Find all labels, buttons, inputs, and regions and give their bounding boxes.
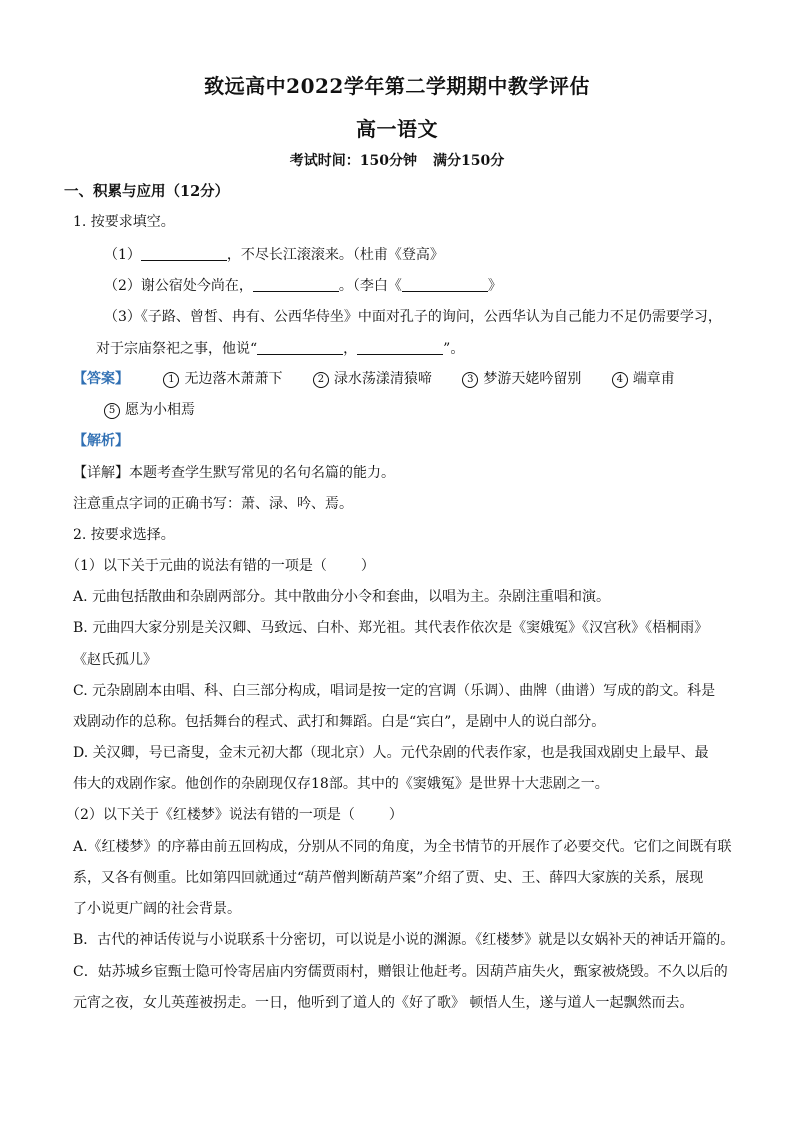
exam-title: 致远高中2022学年第二学期期中教学评估: [204, 74, 590, 98]
q2-sub1-option-c-line-2: 戏剧动作的总称。包括舞台的程式、武打和舞蹈。白是“宾白”，是剧中人的说白部分。: [73, 714, 606, 730]
q2-sub1-option-b-line-2: 《赵氏孤儿》: [73, 652, 157, 668]
exam-info: [0, 150, 794, 170]
full-score: 满分150分: [433, 153, 505, 169]
exam-time: 考试时间：150分钟: [289, 153, 417, 169]
q2-sub2-stem: （2）以下关于《红楼梦》说法有错的一项是（ ）: [66, 807, 403, 823]
analysis-tag: 【解析】: [73, 433, 129, 449]
q1-item-3-line-2: 对于宗庙祭祀之事，他说“ ， ”。: [96, 338, 464, 359]
answer-item: 4 端章甫: [612, 369, 675, 389]
q2-sub1-option-a: A. 元曲包括散曲和杂剧两部分。其中散曲分小令和套曲，以唱为主。杂剧注重唱和演。: [73, 589, 611, 605]
q2-sub2-option-a-line-3: 了小说更广阔的社会背景。: [73, 901, 241, 917]
answer-item: 5 愿为小相焉: [104, 400, 195, 420]
answer-tag: 【答案】: [73, 371, 129, 387]
q2-sub1-option-d-line-1: D. 关汉卿，号已斋叟，金末元初大都（现北京）人。元代杂剧的代表作家，也是我国戏剧史上最早、最: [73, 745, 709, 761]
answer-row-continued: [104, 400, 195, 420]
q1-item-3-line-1: （3）《子路、曾皙、冉有、公西华侍坐》中面对孔子的询问，公西华认为自己能力不足仍需要学习，: [104, 309, 722, 325]
section-heading: 一、积累与应用（12分）: [64, 183, 230, 200]
q2-sub2-option-b: B．古代的神话传说与小说联系十分密切，可以说是小说的渊源。《红楼梦》就是以女娲补天的神话开篇的。: [73, 932, 735, 948]
analysis-detail: 【详解】本题考查学生默写常见的名句名篇的能力。: [73, 465, 395, 481]
fill-blank: [257, 338, 343, 355]
subject-title: 高一语文: [356, 117, 438, 141]
q2-sub2-option-c-line-2: 元宵之夜，女儿英莲被拐走。一日，他听到了道人的《好了歌》 顿悟人生，遂与道人一起飘然而去。: [73, 995, 694, 1011]
q1-item-1: （1） ，不尽长江滚滚来。（杜甫《登高》: [104, 244, 444, 265]
q2-sub1-option-b-line-1: B. 元曲四大家分别是关汉卿、马致远、白朴、郑光祖。其代表作依次是《窦娥冤》《汉宫秋》《梧桐雨》: [73, 620, 709, 636]
answer-item: 3 梦游天姥吟留别: [462, 369, 581, 389]
analysis-note: 注意重点字词的正确书写：萧、渌、吟、焉。: [73, 496, 353, 512]
q2-sub2-option-c-line-1: C．姑苏城乡宦甄士隐可怜寄居庙内穷儒贾雨村，赠银让他赶考。因葫芦庙失火，甄家被烧毁。不久以后的: [73, 964, 728, 980]
question-1-stem: 1. 按要求填空。: [73, 214, 175, 230]
answer-row: [73, 369, 675, 389]
fill-blank: [402, 275, 488, 292]
fill-blank: [253, 275, 339, 292]
fill-blank: [357, 338, 443, 355]
q1-item-2: （2）谢公宿处今尚在， 。（李白《 》: [104, 275, 502, 296]
fill-blank: [141, 244, 227, 261]
answer-item: 1 无边落木萧萧下: [163, 369, 282, 389]
q2-sub1-option-d-line-2: 伟大的戏剧作家。他创作的杂剧现仅存18部。其中的《窦娥冤》是世界十大悲剧之一。: [73, 776, 609, 792]
q2-sub1-stem: （1）以下关于元曲的说法有错的一项是（ ）: [66, 558, 375, 574]
answer-item: 2 渌水荡漾清猿啼: [313, 369, 432, 389]
q2-sub1-option-c-line-1: C. 元杂剧剧本由唱、科、白三部分构成，唱词是按一定的宫调（乐调）、曲牌（曲谱）写成的韵文。科是: [73, 683, 716, 699]
q2-sub2-option-a-line-1: A.《红楼梦》的序幕由前五回构成，分别从不同的角度，为全书情节的开展作了必要交代。它们之间既有联: [73, 839, 732, 855]
q2-sub2-option-a-line-2: 系，又各有侧重。比如第四回就通过“葫芦僧判断葫芦案”介绍了贾、史、王、薛四大家族的关系，展现: [73, 870, 704, 886]
question-2-stem: 2. 按要求选择。: [73, 527, 175, 543]
